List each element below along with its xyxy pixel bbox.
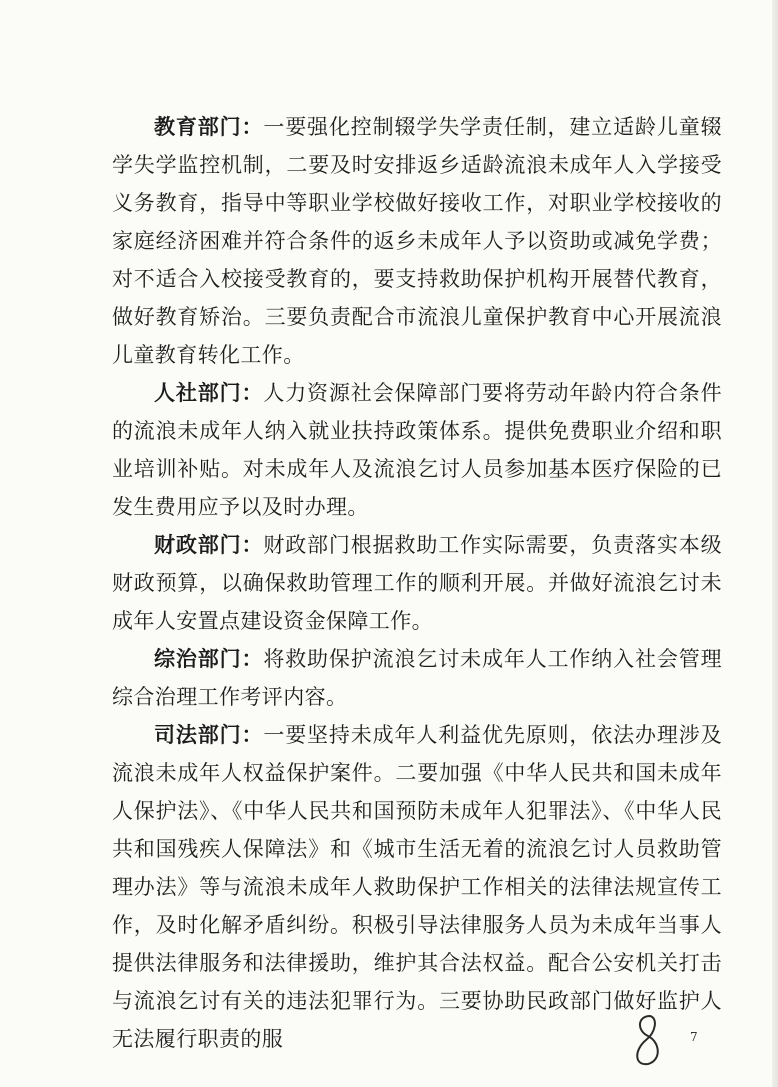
department-heading: 教育部门： — [154, 114, 264, 139]
page-number: 7 — [690, 1030, 698, 1044]
paragraph-text: 财政部门根据救助工作实际需要，负责落实本级财政预算，以确保救助管理工作的顺利开展。并做好流浪乞讨未成年人安置点建设资金保障工作。 — [112, 533, 723, 633]
paragraph-text: 一要强化控制辍学失学责任制，建立适龄儿童辍学失学监控机制，二要及时安排返乡适龄流浪未成年人入学接受义务教育，指导中等职业学校做好接收工作，对职业学校接收的家庭经济困难并符合条件的返乡未成年人予以资助或减免学费；对不适合入校接受教育的，要支持救助保护机构开展替代教育，做好教育矫治。三要负责配合市流浪儿童保护教育中心开展流浪儿童教育转化工作。 — [112, 115, 723, 367]
handwritten-eight-icon — [628, 1010, 668, 1070]
paragraph-text: 一要坚持未成年人利益优先原则，依法办理涉及流浪未成年人权益保护案件。二要加强《中华人民共和国未成年人保护法》、《中华人民共和国预防未成年人犯罪法》、《中华人民共和国残疾人保障法》和《城市生活无着的流浪乞讨人员救助管理办法》等与流浪未成年人救助保护工作相关的法律法规宣传工作，及时化解矛盾纠纷。积极引导法律服务人员为未成年当事人提供法律服务和法律援助，维护其合法权益。配合公安机关打击与流浪乞讨有关的违法犯罪行为。三要协助民政部门做好监护人无法履行职责的服 — [112, 723, 723, 1051]
paragraph-human-resources — [112, 374, 722, 526]
paragraph-education — [112, 108, 722, 374]
paragraph-finance — [112, 526, 722, 640]
paragraph-justice — [112, 716, 722, 1058]
paragraph-comprehensive-governance — [112, 640, 722, 716]
department-heading: 司法部门： — [154, 722, 264, 747]
department-heading: 财政部门： — [154, 532, 264, 557]
scan-edge — [772, 0, 778, 1087]
handwritten-page-mark — [628, 1010, 668, 1074]
document-body — [112, 108, 722, 1058]
department-heading: 综治部门： — [154, 646, 264, 671]
paragraph-text: 将救助保护流浪乞讨未成年人工作纳入社会管理综合治理工作考评内容。 — [112, 647, 723, 709]
paragraph-text: 人力资源社会保障部门要将劳动年龄内符合条件的流浪未成年人纳入就业扶持政策体系。提供免费职业介绍和职业培训补贴。对未成年人及流浪乞讨人员参加基本医疗保险的已发生费用应予以及时办理。 — [112, 381, 723, 519]
department-heading: 人社部门： — [154, 380, 264, 405]
